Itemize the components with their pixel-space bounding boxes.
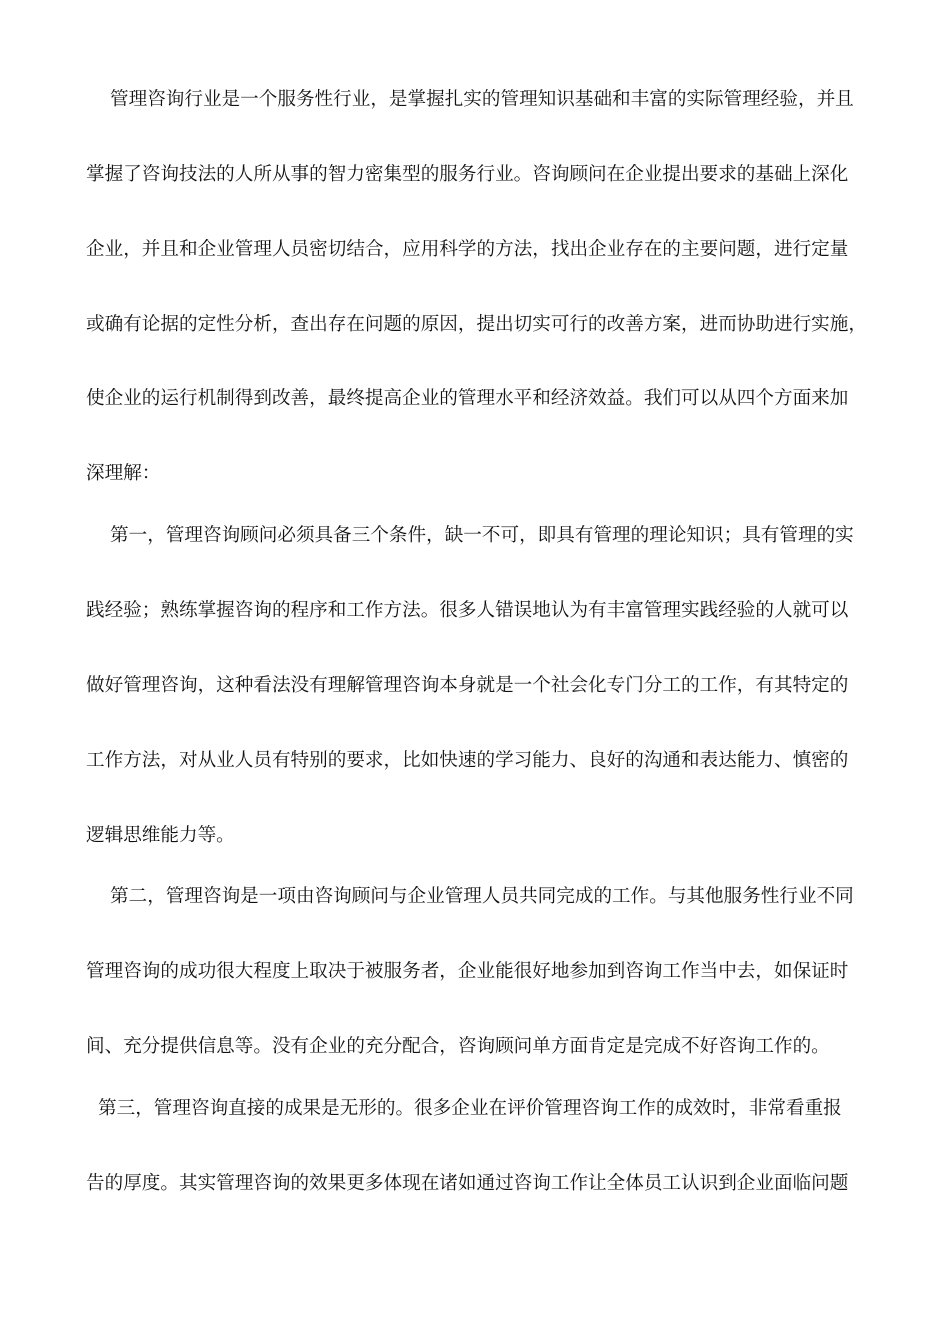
paragraph-1-line-4: 或确有论据的定性分析，查出存在问题的原因，提出切实可行的改善方案，进而协助进行实施，	[86, 314, 867, 335]
paragraph-2-line-4: 工作方法，对从业人员有特别的要求，比如快速的学习能力、良好的沟通和表达能力、慎密的	[86, 750, 849, 771]
paragraph-2-line-5: 逻辑思维能力等。	[86, 825, 235, 846]
paragraph-4-line-2: 告的厚度。其实管理咨询的效果更多体现在诸如通过咨询工作让全体员工认识到企业面临问题	[86, 1173, 849, 1194]
paragraph-2-line-1: 第一，管理咨询顾问必须具备三个条件，缺一不可，即具有管理的理论知识；具有管理的实	[110, 525, 854, 546]
paragraph-2-line-2: 践经验；熟练掌握咨询的程序和工作方法。很多人错误地认为有丰富管理实践经验的人就可以	[86, 600, 849, 621]
paragraph-1-line-3: 企业，并且和企业管理人员密切结合，应用科学的方法，找出企业存在的主要问题，进行定量	[86, 239, 849, 260]
paragraph-1-line-2: 掌握了咨询技法的人所从事的智力密集型的服务行业。咨询顾问在企业提出要求的基础上深化	[86, 164, 849, 185]
paragraph-3-line-3: 间、充分提供信息等。没有企业的充分配合，咨询顾问单方面肯定是完成不好咨询工作的。	[86, 1036, 830, 1057]
paragraph-4-line-1: 第三，管理咨询直接的成果是无形的。很多企业在评价管理咨询工作的成效时，非常看重报	[98, 1098, 842, 1119]
paragraph-1-line-6: 深理解：	[86, 463, 161, 484]
paragraph-2-line-3: 做好管理咨询，这种看法没有理解管理咨询本身就是一个社会化专门分工的工作，有其特定的	[86, 675, 849, 696]
paragraph-3-line-1: 第二，管理咨询是一项由咨询顾问与企业管理人员共同完成的工作。与其他服务性行业不同	[110, 886, 854, 907]
paragraph-1-line-1: 管理咨询行业是一个服务性行业，是掌握扎实的管理知识基础和丰富的实际管理经验，并且	[110, 89, 854, 110]
paragraph-3-line-2: 管理咨询的成功很大程度上取决于被服务者，企业能很好地参加到咨询工作当中去，如保证时	[86, 961, 849, 982]
paragraph-1-line-5: 使企业的运行机制得到改善，最终提高企业的管理水平和经济效益。我们可以从四个方面来加	[86, 388, 849, 409]
